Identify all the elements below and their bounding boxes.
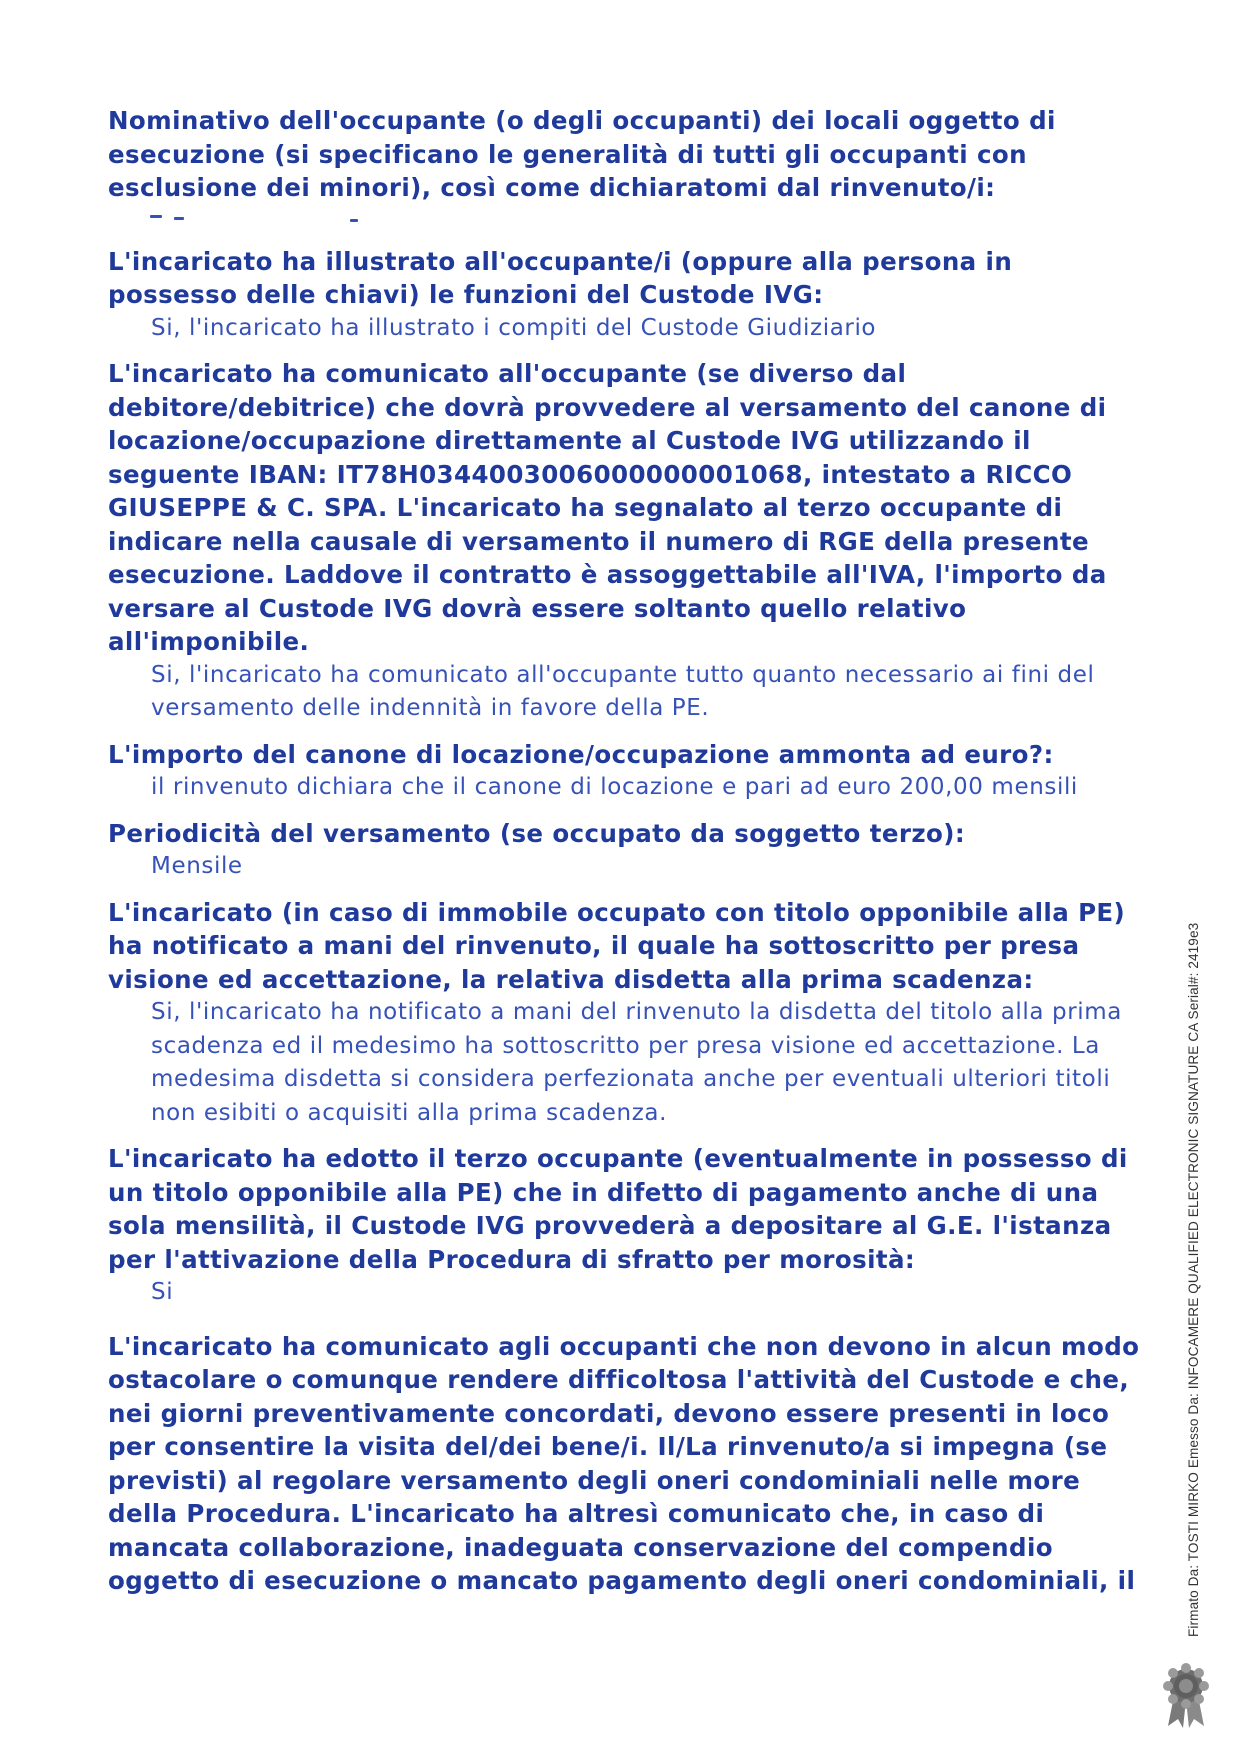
- document-body: [108, 104, 1148, 1610]
- question-iban-payment: L'incaricato ha comunicato all'occupante (se diverso dal debitore/debitrice) che dovrà provvedere al versamento del canone di locazione/occupazione direttamente al Custode IVG utilizzando il seguente IBAN: IT78H0344003006000000001068, intestato a RICCO GIUSEPPE & C. SPA. L'incaricato ha segnalato al terzo occupante di indicare nella causale di versamento il numero di RGE della presente esecuzione. Laddove il contratto è assoggettabile all'IVA, l'importo da versare al Custode IVG dovrà essere soltanto quello relativo all'imponibile.: [108, 359, 1107, 656]
- section-eviction-warning: [108, 1142, 1148, 1310]
- question-eviction-warning: L'incaricato ha edotto il terzo occupante (eventualmente in possesso di un titolo opponibile alla PE) che in difetto di pagamento anche di una sola mensilità, il Custode IVG provvederà a depositare al G.E. l'istanza per l'attivazione della Procedura di sfratto per morosità:: [108, 1144, 1128, 1274]
- answer-eviction-warning: Si: [151, 1279, 174, 1305]
- section-occupant-obligations: [108, 1330, 1148, 1598]
- question-notice-termination: L'incaricato (in caso di immobile occupato con titolo opponibile alla PE) ha notificato a mani del rinvenuto, il quale ha sottoscritto per presa visione ed accettazione, la relativa disdetta alla prima scadenza:: [108, 897, 1126, 994]
- answer-ivg-functions: Si, l'incaricato ha illustrato i compiti del Custode Giudiziario: [151, 314, 877, 341]
- section-payment-frequency: [108, 817, 1148, 884]
- question-occupant-obligations: L'incaricato ha comunicato agli occupanti che non devono in alcun modo ostacolare o comunque rendere difficoltosa l'attività del Custode e che, nei giorni preventivamente concordati, devono essere presenti in loco per consentire la visita del/dei bene/i. Il/La rinvenuto/a si impegna (se previsti) al regolare versamento degli oneri condominiali nelle more della Procedura. L'incaricato ha altresì comunicato che, in caso di mancata collaborazione, inadeguata conservazione del compendio oggetto di esecuzione o mancato pagamento degli oneri condominiali, il: [108, 1331, 1140, 1595]
- question-occupants: Nominativo dell'occupante (o degli occupanti) dei locali oggetto di esecuzione (si specificano le generalità di tutti gli occupanti con esclusione dei minori), così come dichiaratomi dal rinvenuto/i:: [108, 106, 1056, 202]
- question-rent-amount: L'importo del canone di locazione/occupazione ammonta ad euro?:: [108, 739, 1054, 769]
- answer-iban-payment: Si, l'incaricato ha comunicato all'occupante tutto quanto necessario ai fini del versamento delle indennità in favore della PE.: [151, 661, 1095, 721]
- question-ivg-functions: L'incaricato ha illustrato all'occupante/i (oppure alla persona in possesso delle chiavi) le funzioni del Custode IVG:: [108, 246, 1013, 309]
- signature-text: Firmato Da: TOSTI MIRKO Emesso Da: INFOCAMERE QUALIFIED ELECTRONIC SIGNATURE CA Serial#: 2419e3: [1186, 922, 1201, 1637]
- section-ivg-functions: [108, 245, 1148, 346]
- digital-signature-stamp: [1172, 912, 1200, 1652]
- question-payment-frequency: Periodicità del versamento (se occupato da soggetto terzo):: [108, 818, 966, 848]
- section-iban-payment: [108, 357, 1148, 726]
- redacted-occupant-names: [108, 205, 1148, 233]
- answer-payment-frequency: Mensile: [151, 853, 243, 879]
- answer-rent-amount: il rinvenuto dichiara che il canone di locazione e pari ad euro 200,00 mensili: [151, 774, 1078, 800]
- section-occupants: [108, 104, 1148, 233]
- answer-notice-termination: Si, l'incaricato ha notificato a mani del rinvenuto la disdetta del titolo alla prima scadenza ed il medesimo ha sottoscritto per presa visione ed accettazione. La medesima disdetta si considera perfezionata anche per eventuali ulteriori titoli non esibiti o acquisiti alla prima scadenza.: [151, 999, 1122, 1126]
- rosette-seal-icon: [1158, 1662, 1214, 1732]
- section-notice-termination: [108, 896, 1148, 1131]
- redaction-mark: [350, 219, 358, 222]
- redaction-mark: [150, 215, 162, 218]
- redaction-mark: [174, 217, 184, 220]
- section-rent-amount: [108, 738, 1148, 805]
